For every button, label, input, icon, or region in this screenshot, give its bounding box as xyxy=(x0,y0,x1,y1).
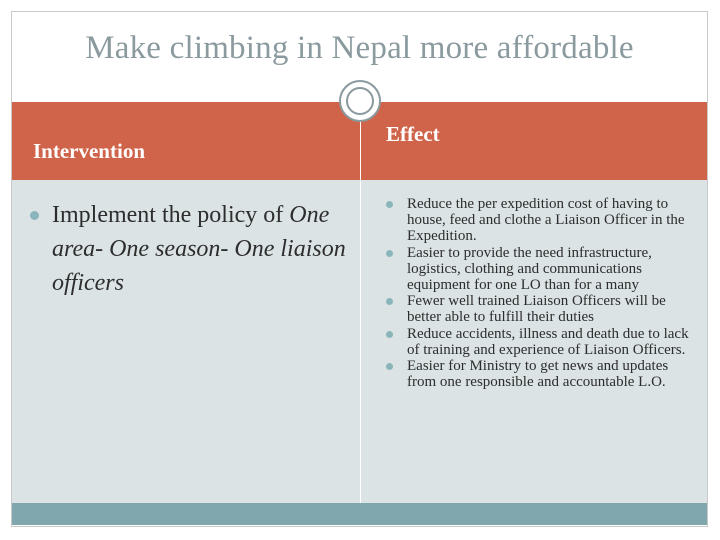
bullet-dot-icon xyxy=(386,298,393,305)
effect-item xyxy=(386,358,696,390)
intervention-text: Implement the policy of xyxy=(52,202,290,228)
footer-band xyxy=(12,503,707,525)
effect-text: Reduce accidents, illness and death due to lack of training and experience of Liaison Officers. xyxy=(407,325,689,358)
effect-item xyxy=(386,326,696,358)
effect-list xyxy=(386,196,696,390)
effect-text: Easier for Ministry to get news and updates from one responsible and accountable L.O. xyxy=(407,358,669,391)
effect-item xyxy=(386,245,696,294)
intervention-policy-name: One area- One season- One liaison officers xyxy=(52,202,346,296)
column-divider xyxy=(360,102,361,503)
bullet-dot-icon xyxy=(30,211,39,220)
effect-item xyxy=(386,196,696,245)
bullet-dot-icon xyxy=(386,250,393,257)
inner-circle xyxy=(346,87,374,115)
effect-text: Easier to provide the need infrastructure, logistics, clothing and communications equipment for one LO than for a many xyxy=(407,244,652,294)
intervention-list xyxy=(30,198,350,300)
slide-title: Make climbing in Nepal more affordable xyxy=(85,30,634,66)
bullet-dot-icon xyxy=(386,331,393,338)
bullet-dot-icon xyxy=(386,363,393,370)
intervention-item xyxy=(30,198,350,300)
effect-text: Reduce the per expedition cost of having to house, feed and clothe a Liaison Officer in the Expedition. xyxy=(407,196,685,245)
double-circle-icon xyxy=(339,80,381,122)
intervention-header: Intervention xyxy=(33,139,145,163)
effect-header: Effect xyxy=(386,122,440,146)
effect-text: Fewer well trained Liaison Officers will be better able to fulfill their duties xyxy=(407,293,666,326)
bullet-dot-icon xyxy=(386,201,393,208)
effect-item xyxy=(386,293,696,325)
